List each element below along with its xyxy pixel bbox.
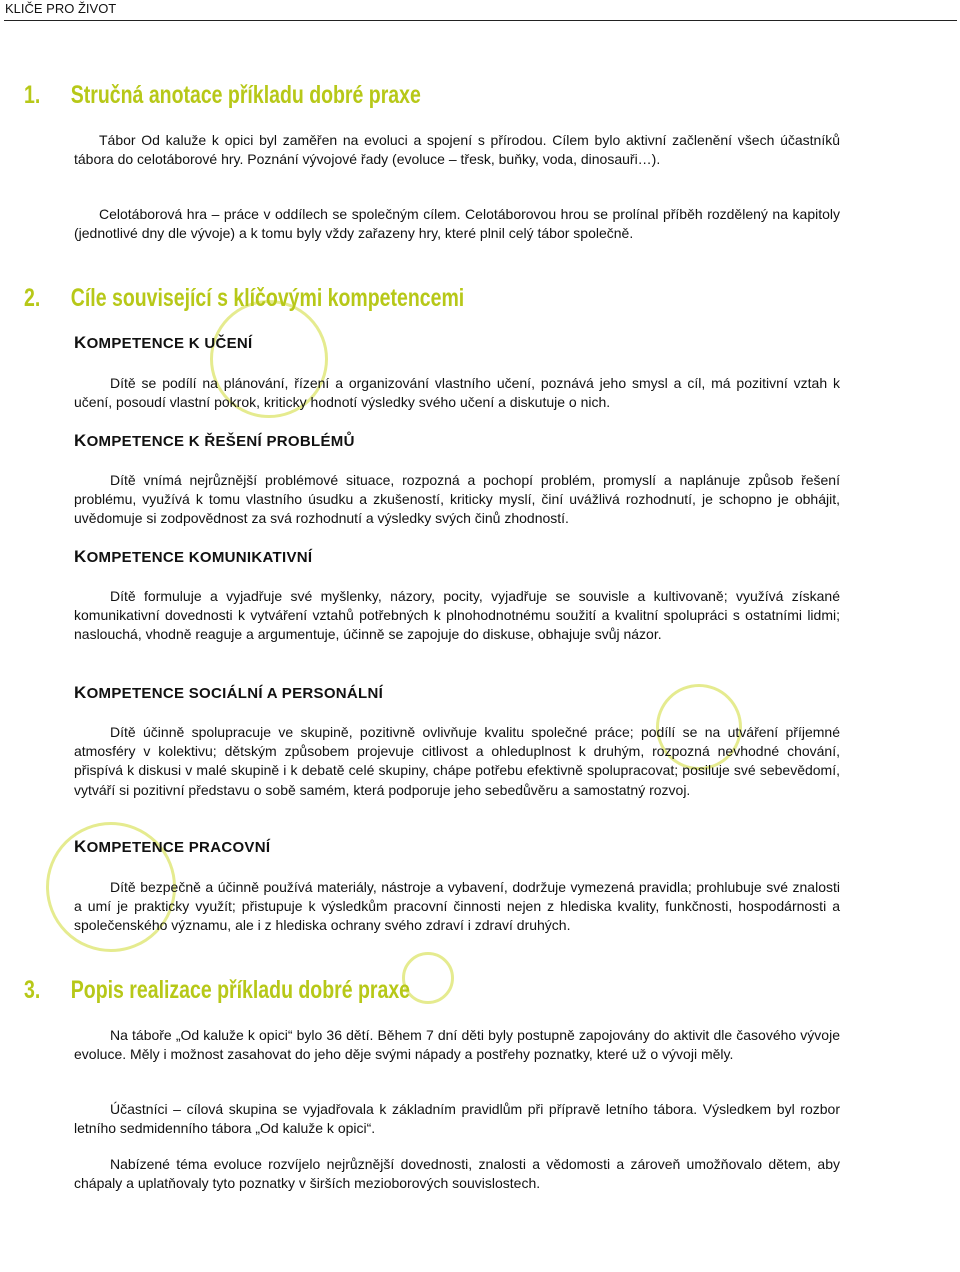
section-title: Cíle související s klíčovými kompetencemi (70, 284, 465, 312)
running-header: KLIČE PRO ŽIVOT (4, 0, 957, 21)
competence-text: Dítě bezpečně a účinně používá materiály, nástroje a vybavení, dodržuje vymezená pravidla; prohlubuje své znalosti a umí je prakticky využít; přistupuje k výsledkům pracovní činnosti nejen z hlediska kvality, funkčnosti, hospodárnosti a společenského významu, ale i z hlediska ochrany svého zdraví i zdraví druhých. (74, 879, 840, 934)
competence-heading: KOMPETENCE KOMUNIKATIVNÍ (74, 547, 313, 566)
section-title: Stručná anotace příkladu dobré praxe (70, 81, 421, 109)
section-heading (24, 283, 464, 313)
section-heading (24, 975, 410, 1005)
competence-heading: KOMPETENCE K ŘEŠENÍ PROBLÉMŮ (74, 431, 355, 450)
competence-text: Dítě se podílí na plánování, řízení a organizování vlastního učení, poznává jeho smysl a cíl, má pozitivní vztah k učení, posoudí vlastní pokrok, kriticky hodnotí výsledky svého učení a diskutuje o nich. (74, 375, 840, 411)
competence-text: Dítě účinně spolupracuje ve skupině, pozitivně ovlivňuje kvalitu společné práce; podílí se na utváření příjemné atmosféry v kolektivu; dětským způsobem projevuje citlivost a ohleduplnost k druhým, rozpozná nevhodné chování, přispívá k diskusi v malé skupině i k debatě celé skupiny, chápe potřebu efektivně spolupracovat; posiluje své sebevědomí, vytváří si pozitivní představu o sobě samém, která podporuje jeho sebedůvěru a samostatný rozvoj. (74, 724, 840, 798)
competence-heading: KOMPETENCE PRACOVNÍ (74, 837, 271, 856)
paragraph: Celotáborová hra – práce v oddílech se společným cílem. Celotáborovou hrou se prolínal příběh rozdělený na kapitoly (jednotlivé dny dle vývoje) a k tomu byly vždy zařazeny hry, které plnil celý tábor společně. (74, 206, 840, 242)
competence-text: Dítě vnímá nejrůznější problémové situace, rozpozná a pochopí problém, promyslí a naplánuje způsob řešení problému, využívá k tomu vlastního úsudku a zkušeností, kriticky myslí, činí uvážlivá rozhodnutí, je schopno je obhájit, uvědomuje si zodpovědnost za svá rozhodnutí a výsledky svých činů zhodností. (74, 472, 840, 527)
section-heading (24, 80, 421, 110)
paragraph: Účastníci – cílová skupina se vyjadřovala k základním pravidlům při přípravě letního tábora. Výsledkem byl rozbor letního sedmidenního tábora „Od kaluže k opici“. (74, 1101, 840, 1137)
section-title: Popis realizace příkladu dobré praxe (70, 976, 411, 1004)
competence-heading: KOMPETENCE SOCIÁLNÍ A PERSONÁLNÍ (74, 683, 384, 702)
paragraph: Tábor Od kaluže k opici byl zaměřen na evoluci a spojení s přírodou. Cílem bylo aktivní začlenění všech účastníků tábora do celotáborové hry. Poznání vývojové řady (evoluce – třesk, buňky, voda, dinosauři…). (74, 132, 840, 168)
paragraph: Nabízené téma evoluce rozvíjelo nejrůznější dovednosti, znalosti a vědomosti a zároveň umožňovalo dětem, aby chápaly a uplatňovaly tyto poznatky v širších mezioborových souvislostech. (74, 1156, 840, 1192)
section-number: 2. (24, 284, 41, 312)
competence-heading: KOMPETENCE K UČENÍ (74, 333, 253, 352)
section-number: 1. (24, 81, 41, 109)
competence-text: Dítě formuluje a vyjadřuje své myšlenky, názory, pocity, vyjadřuje se souvisle a kultivovaně; využívá získané komunikativní dovednosti k vytváření vztahů potřebných k plnohodnotnému soužití a kvalitní spolupráci s ostatními lidmi; naslouchá, vhodně reaguje a argumentuje, účinně se zapojuje do diskuse, obhajuje svůj názor. (74, 588, 840, 643)
section-number: 3. (24, 976, 41, 1004)
paragraph: Na táboře „Od kaluže k opici“ bylo 36 dětí. Během 7 dní děti byly postupně zapojovány do aktivit dle časového vývoje evoluce. Měly i možnost zasahovat do jeho děje svými nápady a postřehy poznatky, které už o vývoji měly. (74, 1027, 840, 1063)
